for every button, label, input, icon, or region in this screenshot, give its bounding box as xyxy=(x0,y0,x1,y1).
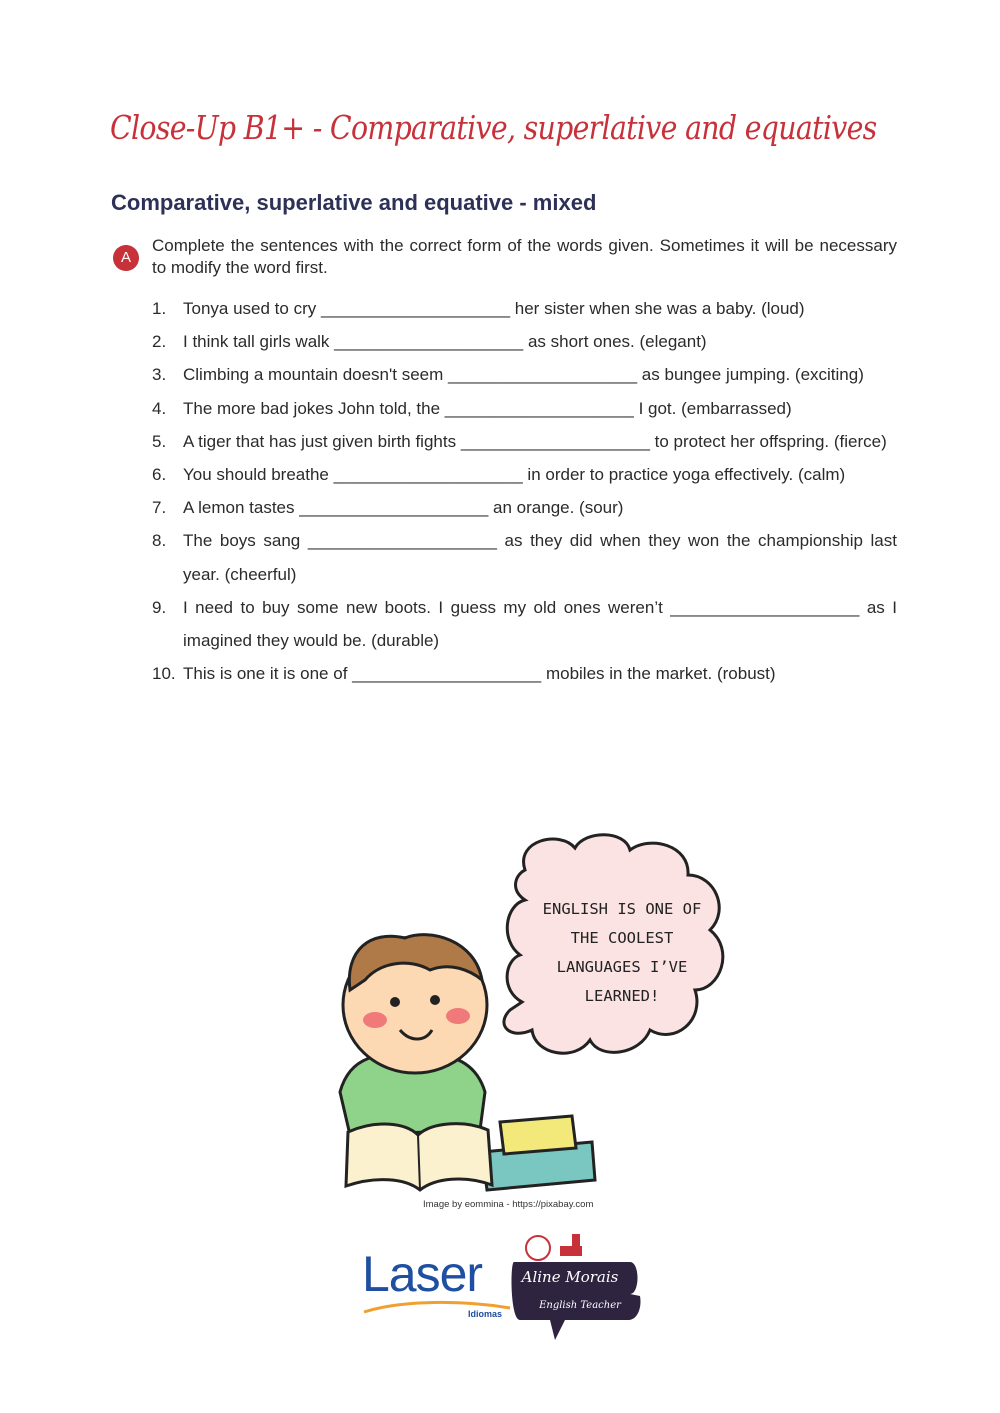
bubble-line: THE COOLEST xyxy=(570,929,674,947)
item-text: The more bad jokes John told, the ____________________ I got. (embarrassed) xyxy=(183,398,792,418)
item-number: 7. xyxy=(152,498,167,518)
item-text: I think tall girls walk ____________________ as short ones. (elegant) xyxy=(183,332,707,352)
item-text: This is one it is one of ____________________ mobiles in the market. (robust) xyxy=(183,664,776,684)
exercise-badge: A xyxy=(113,245,139,271)
item-text: Tonya used to cry ____________________ her sister when she was a baby. (loud) xyxy=(183,299,805,318)
item-number: 5. xyxy=(152,431,167,451)
bubble-line: LEARNED! xyxy=(584,987,660,1005)
boy-reading-illustration xyxy=(310,830,740,1210)
item-text: A lemon tastes ____________________ an orange. (sour) xyxy=(183,498,624,518)
exercise-item xyxy=(152,491,897,524)
teacher-role: English Teacher xyxy=(539,1300,621,1311)
exercise-item xyxy=(152,392,897,425)
item-number: 4. xyxy=(152,398,167,418)
item-text: The boys sang ____________________ as they did when they won the championship last year. (cheerful) xyxy=(183,531,897,584)
image-credit: Image by eommina - https://pixabay.com xyxy=(423,1199,594,1210)
laser-logo-subtitle: Idiomas xyxy=(468,1309,503,1319)
exercise-item xyxy=(152,325,897,358)
exercise-item xyxy=(152,657,897,690)
exercise-item xyxy=(152,358,897,391)
exercise-item xyxy=(152,425,897,458)
laser-logo: Laser xyxy=(362,1246,483,1302)
exercise-instructions: Complete the sentences with the correct form of the words given. Sometimes it will be necessary to modify the word first. xyxy=(152,236,897,277)
exercise-item xyxy=(152,458,897,491)
exercise-item xyxy=(152,524,897,590)
item-number: 1. xyxy=(152,299,167,318)
item-number: 9. xyxy=(152,597,167,617)
exercise-list xyxy=(152,292,897,690)
item-text: A tiger that has just given birth fights ____________________ to protect her offspring. (fierce) xyxy=(183,431,887,451)
bubble-line: ENGLISH IS ONE OF xyxy=(542,900,702,918)
section-title: Comparative, superlative and equative - mixed xyxy=(111,190,597,215)
teacher-name: Aline Morais xyxy=(521,1268,619,1286)
item-number: 10. xyxy=(152,664,176,684)
item-text: I need to buy some new boots. I guess my old ones weren’t ____________________ as I imagined they would be. (durable) xyxy=(183,597,897,651)
exercise-item xyxy=(152,292,897,325)
item-text: You should breathe ____________________ in order to practice yoga effectively. (calm) xyxy=(183,465,846,485)
item-number: 8. xyxy=(152,531,167,551)
teacher-badge xyxy=(510,1232,645,1342)
speech-bubble-text xyxy=(512,895,732,1011)
item-text: Climbing a mountain doesn't seem ____________________ as bungee jumping. (exciting) xyxy=(183,365,864,385)
exercise-item xyxy=(152,591,897,657)
item-number: 2. xyxy=(152,332,167,352)
bubble-line: LANGUAGES I’VE xyxy=(556,958,688,976)
item-number: 3. xyxy=(152,365,167,385)
item-number: 6. xyxy=(152,465,167,485)
page-title: Close-Up B1+ - Comparative, superlative and equatives xyxy=(110,108,877,147)
